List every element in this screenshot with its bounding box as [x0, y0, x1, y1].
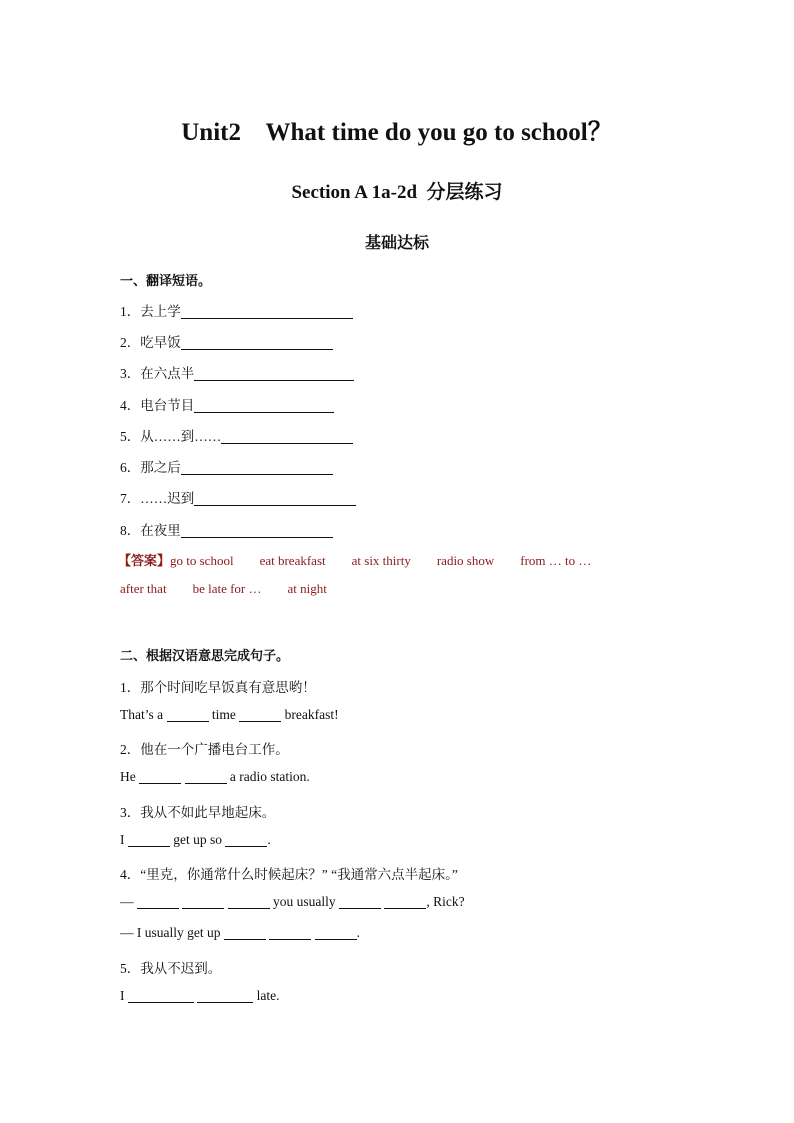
question-en: I get up so . — [120, 832, 271, 847]
level-heading: 基础达标 — [364, 235, 429, 252]
answer-text: after that — [120, 581, 167, 596]
list-item: 1．去上学 — [120, 300, 353, 320]
list-item: 3．在六点半 — [120, 362, 354, 382]
question-en: He a radio station. — [120, 769, 310, 784]
list-item: 6．那之后 — [120, 456, 333, 476]
question-cn: 4．“里克，你通常什么时候起床？” “我通常六点半起床。” — [120, 867, 458, 882]
answer-tag: 【答案】 — [118, 553, 171, 568]
answer-blank[interactable] — [269, 925, 311, 940]
answer-line-2 — [120, 581, 327, 597]
answer-text: eat breakfast — [259, 553, 326, 568]
answer-blank[interactable] — [137, 894, 179, 909]
answer-blank[interactable] — [128, 832, 170, 847]
question-en: That’s a time breakfast! — [120, 707, 339, 722]
list-item: 4．电台节目 — [120, 394, 334, 414]
answer-blank[interactable] — [181, 335, 333, 350]
answer-blank[interactable] — [182, 894, 224, 909]
answer-text: radio show — [436, 553, 495, 568]
question-en: I late. — [120, 988, 280, 1003]
section-subtitle: Section A 1a-2d 分层练习 — [291, 182, 503, 203]
answer-line-1 — [118, 550, 591, 569]
answer-blank[interactable] — [221, 429, 353, 444]
answer-blank[interactable] — [181, 523, 333, 538]
answer-blank[interactable] — [384, 894, 426, 909]
answer-blank[interactable] — [194, 491, 356, 506]
answer-text: go to school — [170, 553, 234, 568]
page-title: Unit2 What time do you go to school？ — [181, 119, 613, 146]
list-item: 5．从……到…… — [120, 425, 353, 445]
answer-blank[interactable] — [339, 894, 381, 909]
answer-blank[interactable] — [181, 304, 353, 319]
answer-blank[interactable] — [194, 366, 354, 381]
answer-text: at night — [287, 581, 327, 596]
answer-blank[interactable] — [197, 988, 253, 1003]
answer-blank[interactable] — [315, 925, 357, 940]
question-en: — you usually , Rick? — [120, 894, 465, 909]
answer-blank[interactable] — [228, 894, 270, 909]
answer-text: from … to … — [520, 553, 592, 568]
answer-blank[interactable] — [239, 707, 281, 722]
answer-text: be late for … — [192, 581, 262, 596]
list-item: 2．吃早饭 — [120, 331, 333, 351]
part1-heading: 一、翻译短语。 — [120, 273, 212, 288]
answer-blank[interactable] — [139, 769, 181, 784]
answer-blank[interactable] — [128, 988, 194, 1003]
answer-blank[interactable] — [224, 925, 266, 940]
list-item: 7．……迟到 — [120, 487, 356, 507]
question-cn: 5．我从不迟到。 — [120, 961, 222, 976]
question-cn: 3．我从不如此早地起床。 — [120, 805, 276, 820]
answer-text: at six thirty — [351, 553, 411, 568]
answer-blank[interactable] — [185, 769, 227, 784]
answer-blank[interactable] — [181, 460, 333, 475]
part2-heading: 二、根据汉语意思完成句子。 — [120, 648, 290, 663]
answer-blank[interactable] — [225, 832, 267, 847]
question-en: — I usually get up . — [120, 925, 360, 940]
question-cn: 1．那个时间吃早饭真有意思哟！ — [120, 680, 316, 695]
question-cn: 2．他在一个广播电台工作。 — [120, 742, 289, 757]
answer-blank[interactable] — [194, 398, 334, 413]
answer-blank[interactable] — [167, 707, 209, 722]
list-item: 8．在夜里 — [120, 519, 333, 539]
